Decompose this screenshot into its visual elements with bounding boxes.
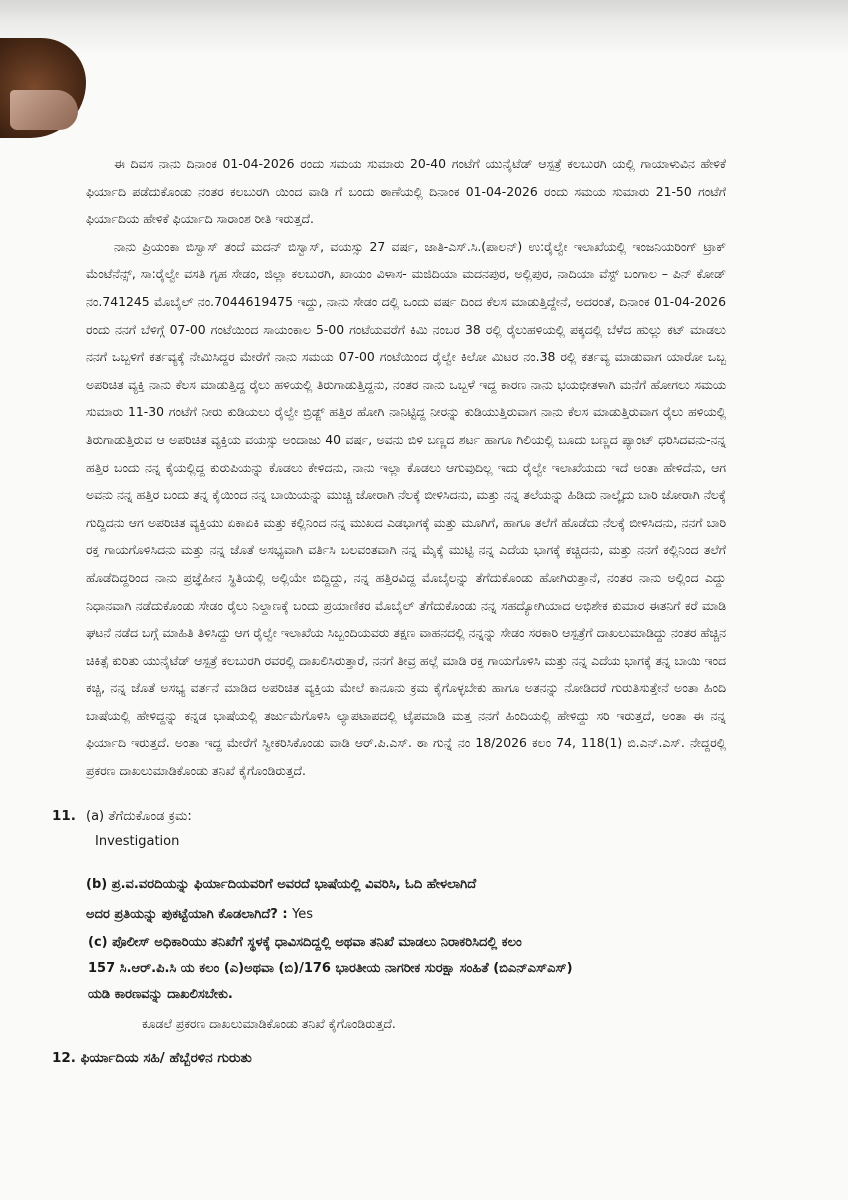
action-taken-value: Investigation xyxy=(95,834,180,849)
thumb-nail xyxy=(10,90,78,130)
fir-copy-answer: Yes xyxy=(292,907,314,922)
scan-shadow xyxy=(0,0,848,56)
section-11 xyxy=(52,808,772,824)
section-11b xyxy=(86,870,686,930)
thumb-image xyxy=(0,38,86,138)
refusal-line3: ಯಡಿ ಕಾರಣವನ್ನು ದಾಖಲಿಸಬೇಕು. xyxy=(88,987,233,1002)
fir-explained-line2: ಅದರ ಪ್ರತಿಯನ್ನು ಪುಕಟ್ಟೆಯಾಗಿ ಕೊಡಲಾಗಿದೆ? : xyxy=(86,907,288,922)
section-11c xyxy=(88,930,728,1008)
section-12-signature-label: 12. ಫಿರ್ಯಾದಿಯ ಸಹಿ/ ಹೆಬ್ಬೆರಳಿನ ಗುರುತು xyxy=(52,1050,252,1066)
statement-paragraph: ನಾನು ಪ್ರಿಯಂಕಾ ಬಿಸ್ವಾಸ್ ತಂದೆ ಮದನ್ ಬಿಸ್ವಾಸ್, ವಯಸ್ಸು 27 ವರ್ಷ, ಜಾತಿ-ಎಸ್.ಸಿ.(ಪಾಲನ್) ಉ:ರೈಲ್ವೇ ಇಲಾಖೆಯಲ್ಲಿ ಇಂಜನಿಯರಿಂಗ್ ಟ್ರಾಕ್ ಮೆಂಟೆನೆನ್ಸ್, ಸಾ:ರೈಲ್ವೇ ವಸತಿ ಗೃಹ ಸೇಡಂ, ಜಿಲ್ಲಾ ಕಲಬುರಗಿ, ಖಾಯಂ ವಿಳಾಸ- ಮಜಿದಿಯಾ ಮದನಪುರ, ಅಲ್ಲಿಪುರ, ನಾದಿಯಾ ವೆಸ್ಟ್ ಬಂಗಾಲ – ಪಿನ್ ಕೋಡ್ ನಂ.741245 ಮೊಬೈಲ್ ನಂ.7044619475 ಇದ್ದು, ನಾನು ಸೇಡಂ ದಲ್ಲಿ ಒಂದು ವರ್ಷ ದಿಂದ ಕೆಲಸ ಮಾಡುತ್ತಿದ್ದೇನೆ, ಅದರಂತೆ, ದಿನಾಂಕ 01-04-2026 ರಂದು ನನಗೆ ಬೆಳಿಗ್ಗೆ 07-00 ಗಂಟೆಯಿಂದ ಸಾಯಂಕಾಲ 5-00 ಗಂಟೆಯವರೆಗೆ ಕಿಮಿ ನಂಬರ 38 ರಲ್ಲಿ ರೈಲುಹಳಿಯಲ್ಲಿ ಪಕ್ಕದಲ್ಲಿ ಬೆಳೆದ ಹುಲ್ಲು ಕಟ್ ಮಾಡಲು ನನಗೆ ಒಬ್ಬಳಿಗೆ ಕರ್ತವ್ಯಕ್ಕೆ ನೇಮಿಸಿದ್ದರ ಮೇರೆಗೆ ನಾನು ಸಮಯ 07-00 ಗಂಟೆಯಿಂದ ರೈಲ್ವೇ ಕಿಲೋ ಮಿಟರ ನಂ.38 ರಲ್ಲಿ ಕರ್ತವ್ಯ ಮಾಡುವಾಗ ಯಾರೋ ಒಬ್ಬ ಅಪರಿಚಿತ ವ್ಯಕ್ತಿ ನಾನು ಕೆಲಸ ಮಾಡುತ್ತಿದ್ದ ರೈಲು ಹಳಿಯಲ್ಲಿ ತಿರುಗಾಡುತ್ತಿದ್ದನು, ನಂತರ ನಾನು ಒಬ್ಬಳೆ ಇದ್ದ ಕಾರಣ ನಾನು ಭಯಭೀತಳಾಗಿ ಮನೆಗೆ ಹೋಗಲು ಸಮಯ ಸುಮಾರು 11-30 ಗಂಟೆಗೆ ನೀರು ಕುಡಿಯಲು ರೈಲ್ವೇ ಬ್ರಿಡ್ಜ್ ಹತ್ತಿರ ಹೋಗಿ ನಾನಿಟ್ಟಿದ್ದ ನೀರನ್ನು ಕುಡಿಯುತ್ತಿರುವಾಗ ನಾನು ಕೆಲಸ ಮಾಡುತ್ತಿರುವಾಗ ರೈಲು ಹಳಿಯಲ್ಲಿ ತಿರುಗಾಡುತ್ತಿರುವ ಆ ಅಪರಿಚಿತ ವ್ಯಕ್ತಿಯ ವಯಸ್ಸು ಅಂದಾಜು 40 ವರ್ಷ, ಅವನು ಬಿಳಿ ಬಣ್ಣದ ಶರ್ಟ ಹಾಗೂ ಗಿಲಿಯಲ್ಲಿ ಬೂದು ಬಣ್ಣದ ಪ್ಯಾಂಟ್ ಧರಿಸಿದವನು-ನನ್ನ ಹತ್ತಿರ ಬಂದು ನನ್ನ ಕೈಯಲ್ಲಿದ್ದ ಕುರುಪಿಯನ್ನು ಕೊಡಲು ಕೇಳಿದನು, ನಾನು ಇಲ್ಲಾ ಕೊಡಲು ಆಗುವುದಿಲ್ಲ ಇದು ರೈಲ್ವೇ ಇಲಾಖೆಯದು ಇದೆ ಅಂತಾ ಹೇಳಿದೆನು, ಆಗ ಅವನು ನನ್ನ ಹತ್ತಿರ ಬಂದು ತನ್ನ ಕೈಯಿಂದ ನನ್ನ ಬಾಯಿಯನ್ನು ಮುಚ್ಚಿ ಜೋರಾಗಿ ನೆಲಕ್ಕೆ ಬೀಳಿಸಿದನು, ಮತ್ತು ನನ್ನ ತಲೆಯನ್ನು ಹಿಡಿದು ನಾಲ್ಕೈದು ಬಾರಿ ಜೋರಾಗಿ ನೆಲಕ್ಕೆ ಗುದ್ದಿದನು ಆಗ ಅಪರಿಚಿತ ವ್ಯಕ್ತಿಯು ಏಕಾಏಕಿ ಮತ್ತು ಕಲ್ಲಿನಿಂದ ನನ್ನ ಮುಖದ ಎಡಭಾಗಕ್ಕೆ ಮತ್ತು ಮೂಗಿಗೆ, ಹಾಗೂ ತಲೆಗೆ ಹೊಡೆದು ನೆಲಕ್ಕೆ ಬೀಳಿಸಿದನು, ನನಗೆ ಬಾರಿ ರಕ್ತ ಗಾಯಗೊಳಿಸಿದನು ಮತ್ತು ನನ್ನ ಜೊತೆ ಅಸಭ್ಯವಾಗಿ ವರ್ತಿಸಿ ಬಲವಂತವಾಗಿ ನನ್ನ ಮೈಕ್ಕೆ ಮುಟ್ಟಿ ನನ್ನ ಎದೆಯ ಭಾಗಕ್ಕೆ ಕಚ್ಚಿದನು, ಮತ್ತು ನನಗೆ ಕಲ್ಲಿನಿಂದ ತಲೆಗೆ ಹೊಡೆದಿದ್ದರಿಂದ ನಾನು ಪ್ರಜ್ಞೆಹೀನ ಸ್ಥಿತಿಯಲ್ಲಿ ಅಲ್ಲಿಯೇ ಬಿದ್ದಿದ್ದು, ನನ್ನ ಹತ್ತಿರವಿದ್ದ ಮೊಬೈಲನ್ನು ತೆಗೆದುಕೊಂಡು ಹೋಗಿರುತ್ತಾನೆ, ನಂತರ ನಾನು ಅಲ್ಲಿಂದ ಎದ್ದು ನಿಧಾನವಾಗಿ ನಡೆದುಕೊಂಡು ಸೇಡಂ ರೈಲು ನಿಲ್ದಾಣಕ್ಕೆ ಬಂದು ಪ್ರಯಾಣಿಕರ ಮೊಬೈಲ್ ತೆಗೆದುಕೊಂಡು ನನ್ನ ಸಹದ್ಯೋಗಿಯಾದ ಅಭಿಶೇಕ ಕುಮಾರ ಈತನಿಗೆ ಕರೆ ಮಾಡಿ ಘಟನೆ ನಡೆದ ಬಗ್ಗೆ ಮಾಹಿತಿ ತಿಳಿಸಿದ್ದು ಆಗ ರೈಲ್ವೇ ಇಲಾಖೆಯ ಸಿಬ್ಬಂದಿಯವರು ತಕ್ಷಣ ವಾಹನದಲ್ಲಿ ನನ್ನನ್ನು ಸೇಡಂ ಸರಕಾರಿ ಆಸ್ಪತ್ರೆಗೆ ದಾಖಲುಮಾಡಿದ್ದು ನಂತರ ಹೆಚ್ಚಿನ ಚಿಕಿತ್ಸೆ ಕುರಿತು ಯುನೈಟೆಡ್ ಆಸ್ಪತ್ರೆ ಕಲಬುರಗಿ ರವರಲ್ಲಿ ದಾಖಲಿಸಿರುತ್ತಾರೆ, ನನಗೆ ತೀವ್ರ ಹಲ್ಲೆ ಮಾಡಿ ರಕ್ತ ಗಾಯಗೊಳಿಸಿ ಮತ್ತು ನನ್ನ ಎದೆಯ ಭಾಗಕ್ಕೆ ತನ್ನ ಬಾಯಿ ಇಂದ ಕಚ್ಚಿ, ನನ್ನ ಜೊತೆ ಅಸಭ್ಯ ವರ್ತನೆ ಮಾಡಿದ ಅಪರಿಚಿತ ವ್ಯಕ್ತಿಯ ಮೇಲೆ ಕಾನೂನು ಕ್ರಮ ಕೈಗೊಳ್ಳಬೇಕು ಹಾಗೂ ಅತನನ್ನು ನೋಡಿದರೆ ಗುರುತಿಸುತ್ತೇನೆ ಅಂತಾ ಹಿಂದಿ ಬಾಷೆಯಲ್ಲಿ ಹೇಳಿದ್ದನ್ನು ಕನ್ನಡ ಭಾಷೆಯಲ್ಲಿ ತರ್ಜುಮೆಗೊಳಿಸಿ ಲ್ಯಾಪಟಾಪದಲ್ಲಿ ಟೈಪಮಾಡಿ ಮತ್ತ ನನಗೆ ಹಿಂದಿಯಲ್ಲಿ ಹೇಳಿದ್ದು ಸರಿ ಇರುತ್ತದೆ, ಅಂತಾ ಈ ನನ್ನ ಫಿರ್ಯಾದಿ ಇರುತ್ತದೆ. ಅಂತಾ ಇದ್ದ ಮೇರೆಗೆ ಸ್ವೀಕರಿಸಿಕೊಂಡು ವಾಡಿ ಆರ್.ಪಿ.ಎಸ್. ಠಾ ಗುನ್ನೆ ನಂ 18/2026 ಕಲಂ 74, 118(1) ಬಿ.ಎನ್.ಎಸ್. ನೇದ್ದರಲ್ಲಿ ಪ್ರಕರಣ ದಾಖಲುಮಾಡಿಕೊಂಡು ತನಿಖೆ ಕೈಗೊಂಡಿರುತ್ತದೆ. xyxy=(86,238,726,779)
complaint-body xyxy=(86,150,726,785)
section-11-number: 11. xyxy=(52,808,76,824)
fir-explained-line1: (b) ಪ್ರ.ವ.ವರದಿಯನ್ನು ಫಿರ್ಯಾದಿಯವರಿಗೆ ಅವರದೆ ಭಾಷೆಯಲ್ಲಿ ವಿವರಿಸಿ, ಓದಿ ಹೇಳಲಾಗಿದೆ xyxy=(86,877,477,892)
refusal-line2: 157 ಸಿ.ಆರ್.ಪಿ.ಸಿ ಯ ಕಲಂ (ಎ)ಅಥವಾ (ಬಿ)/176 ಭಾರತೀಯ ನಾಗರೀಕ ಸುರಕ್ಷಾ ಸಂಹಿತೆ (ಬಿಎನ್‌ಎಸ್‌ಎಸ್) xyxy=(88,961,573,976)
refusal-line1: (c) ಪೊಲೀಸ್ ಅಧಿಕಾರಿಯು ತನಿಖೆಗೆ ಸ್ಥಳಕ್ಕೆ ಧಾವಿಸದಿದ್ದಲ್ಲಿ ಅಥವಾ ತನಿಖೆ ಮಾಡಲು ನಿರಾಕರಿಸಿದಲ್ಲಿ ಕಲಂ xyxy=(88,935,522,950)
action-taken-label: (a) ತೆಗೆದುಕೊಂಡ ಕ್ರಮ: xyxy=(86,809,192,824)
intro-paragraph: ಈ ದಿವಸ ನಾನು ದಿನಾಂಕ 01-04-2026 ರಂದು ಸಮಯ ಸುಮಾರು 20-40 ಗಂಟೆಗೆ ಯುನೈಟೆಡ್ ಆಸ್ಪತ್ರೆ ಕಲಬುರಗಿ ಯಲ್ಲಿ ಗಾಯಾಳುವಿನ ಹೇಳಿಕೆ ಫಿರ್ಯಾದಿ ಪಡೆದುಕೊಂಡು ನಂತರ ಕಲಬುರಗಿ ಯಿಂದ ವಾಡಿ ಗೆ ಬಂದು ಠಾಣೆಯಲ್ಲಿ ದಿನಾಂಕ 01-04-2026 ರಂದು ಸಮಯ ಸುಮಾರು 21-50 ಗಂಟೆಗೆ ಫಿರ್ಯಾದಿಯ ಹೇಳಿಕೆ ಫಿರ್ಯಾದಿ ಸಾರಾಂಶ ರೀತಿ ಇರುತ್ತದೆ. xyxy=(86,156,726,227)
case-registered-note: ಕೂಡಲೆ ಪ್ರಕರಣ ದಾಖಲುಮಾಡಿಕೊಂಡು ತನಿಖೆ ಕೈಗೊಂಡಿರುತ್ತದೆ. xyxy=(142,1016,396,1031)
